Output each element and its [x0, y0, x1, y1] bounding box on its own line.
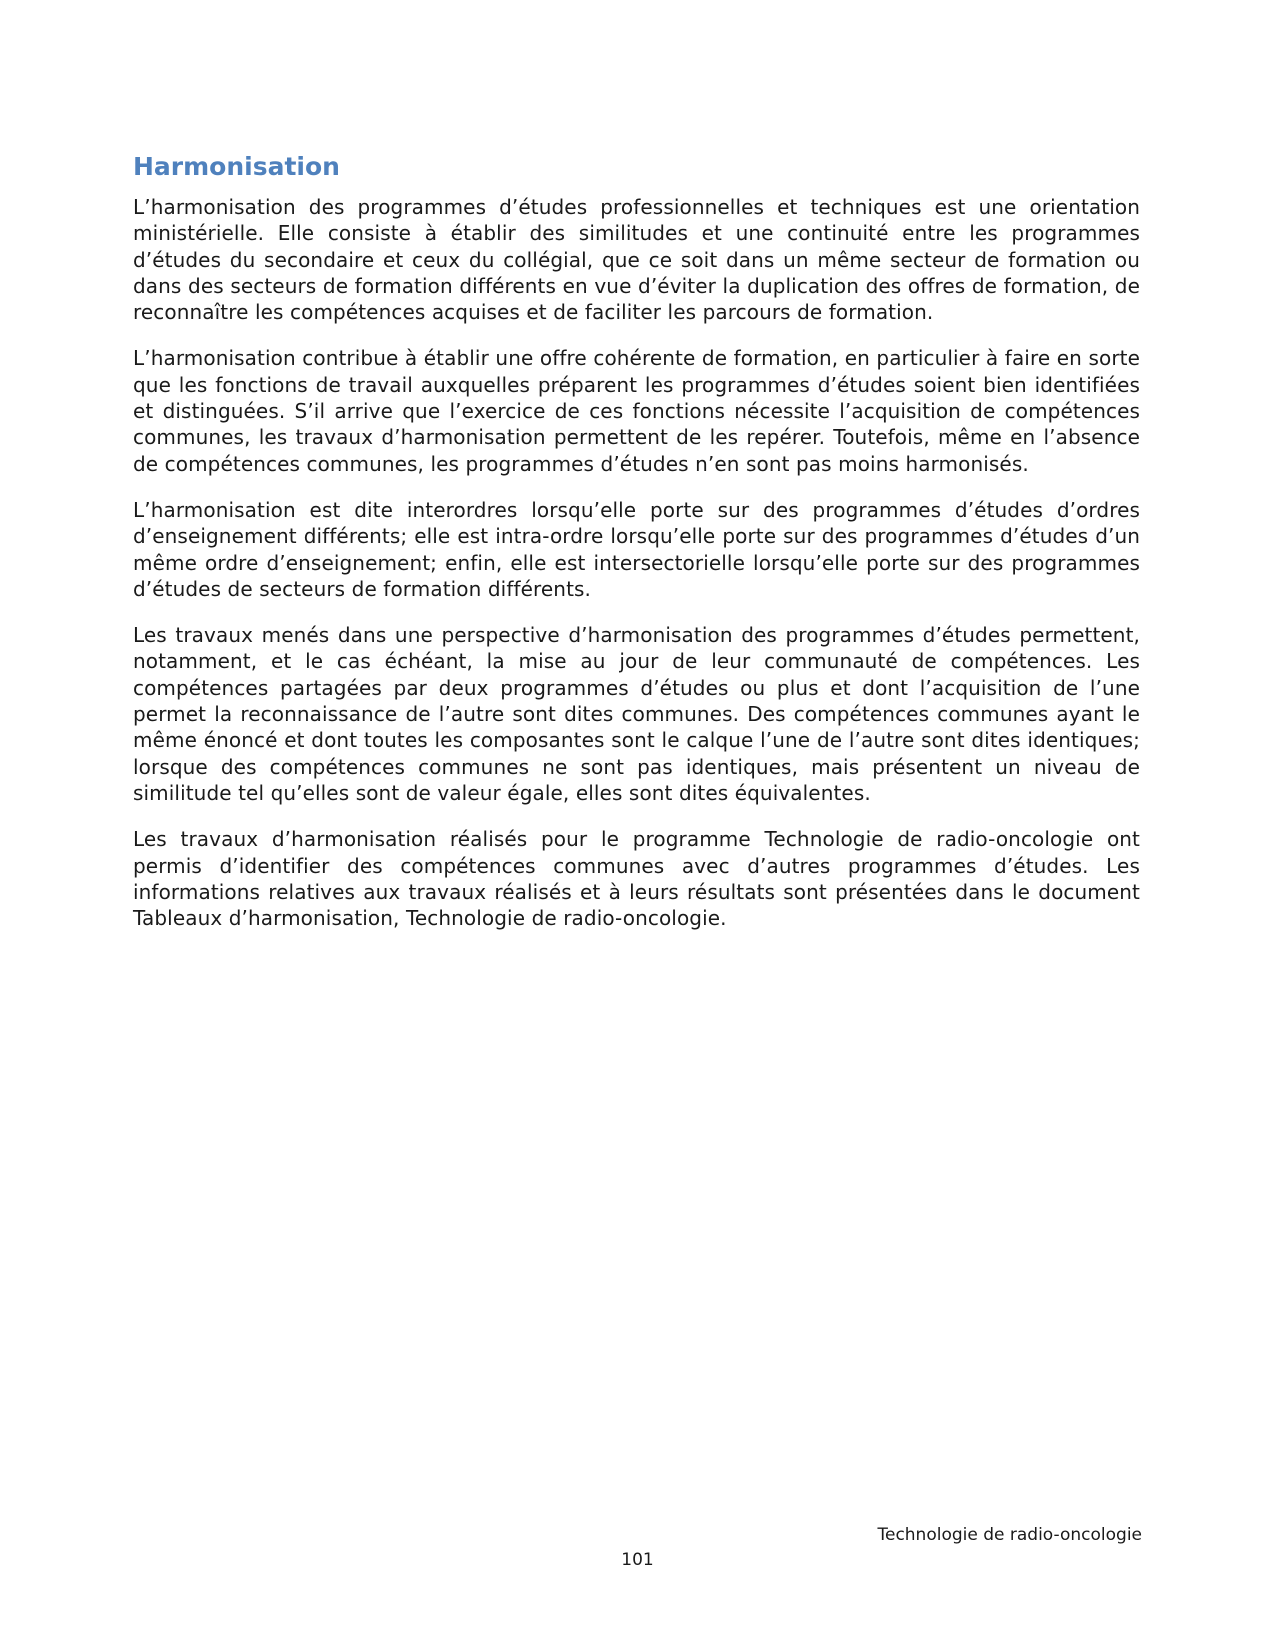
paragraph-4: Les travaux menés dans une perspective d’harmonisation des programmes d’études permettent, notamment, et le cas échéant, la mise au jour de leur communauté de compétences. Les compétences partagées par deux programmes d’études ou plus et dont l’acquisition de l’une permet la reconnaissance de l’autre sont dites communes. Des compétences communes ayant le même énoncé et dont toutes les composantes sont le calque l’une de l’autre sont dites identiques; lorsque des compétences communes ne sont pas identiques, mais présentent un niveau de similitude tel qu’elles sont de valeur égale, elles sont dites équivalentes. [133, 623, 1140, 805]
paragraph-5: Les travaux d’harmonisation réalisés pour le programme Technologie de radio-oncologie ont permis d’identifier des compétences communes avec d’autres programmes d’études. Les informations relatives aux travaux réalisés et à leurs résultats sont présentées dans le document Tableaux d’harmonisation, Technologie de radio-oncologie. [133, 827, 1140, 931]
footer-document-title: Technologie de radio-oncologie [877, 1525, 1142, 1545]
paragraph-2: L’harmonisation contribue à établir une offre cohérente de formation, en particulier à faire en sorte que les fonctions de travail auxquelles préparent les programmes d’études soient bien identifiées et distinguées. S’il arrive que l’exercice de ces fonctions nécessite l’acquisition de compétences communes, les travaux d’harmonisation permettent de les repérer. Toutefois, même en l’absence de compétences communes, les programmes d’études n’en sont pas moins harmonisés. [133, 346, 1140, 476]
section-content [133, 150, 1140, 951]
page-number: 101 [621, 1550, 654, 1570]
section-heading: Harmonisation [133, 152, 340, 181]
paragraph-3: L’harmonisation est dite interordres lorsqu’elle porte sur des programmes d’études d’ordres d’enseignement différents; elle est intra-ordre lorsqu’elle porte sur des programmes d’études d’un même ordre d’enseignement; enfin, elle est intersectorielle lorsqu’elle porte sur des programmes d’études de secteurs de formation différents. [133, 497, 1140, 601]
paragraph-1: L’harmonisation des programmes d’études professionnelles et techniques est une orientation ministérielle. Elle consiste à établir des similitudes et une continuité entre les programmes d’études du secondaire et ceux du collégial, que ce soit dans un même secteur de formation ou dans des secteurs de formation différents en vue d’éviter la duplication des offres de formation, de reconnaître les compétences acquises et de faciliter les parcours de formation. [133, 195, 1140, 325]
